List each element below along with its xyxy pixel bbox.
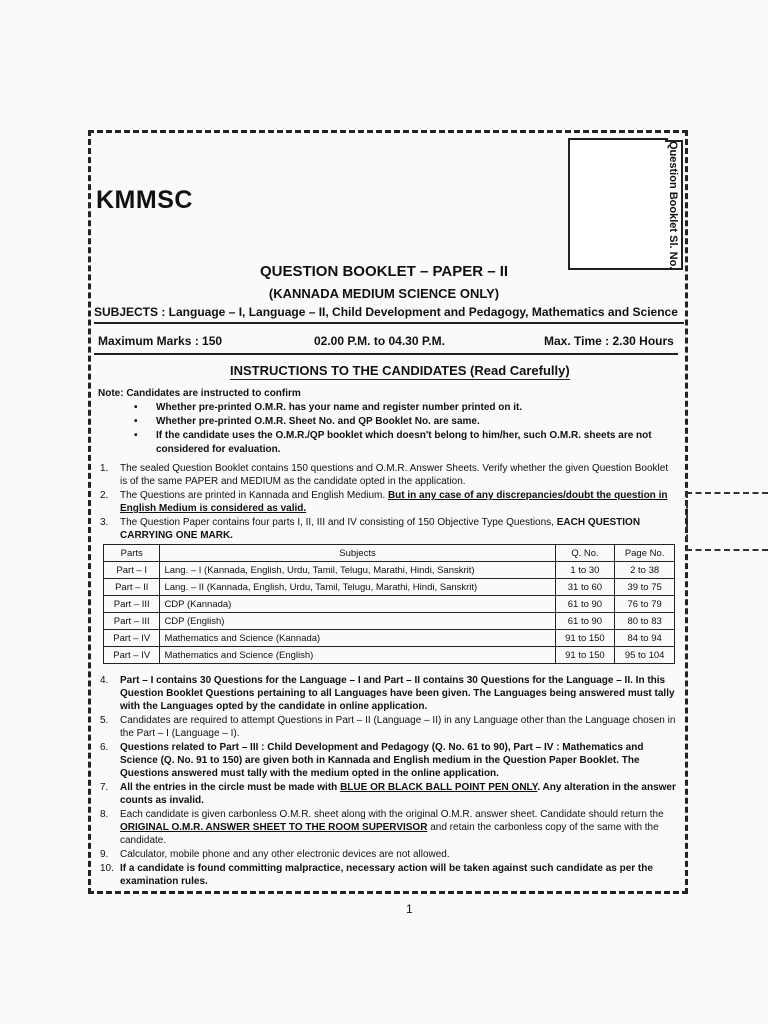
table-cell: Part – III	[104, 596, 160, 613]
item-text: The Question Paper contains four parts I, II, III and IV consisting of 150 Objective Type Questions,	[120, 517, 557, 528]
page-number: 1	[406, 902, 413, 916]
item-bold-text: . Any alteration in the answer counts as invalid.	[120, 782, 676, 806]
item-bold-text: EACH QUESTION CARRYING ONE MARK.	[120, 517, 641, 541]
subjects-line: SUBJECTS : Language – I, Language – II, Child Development and Pedagogy, Mathematics and Science	[94, 305, 684, 324]
side-dashed-mark	[686, 492, 768, 551]
table-cell: 61 to 90	[555, 596, 615, 613]
item-text: The Questions are printed in Kannada and English Medium.	[120, 490, 388, 501]
table-cell: Mathematics and Science (English)	[160, 647, 555, 664]
item-number: 4.	[100, 675, 109, 686]
table-cell: Part – I	[104, 562, 160, 579]
item-text: and retain the carbonless copy of the same with the candidate.	[120, 822, 659, 846]
instruction-item	[100, 848, 678, 861]
table-cell: 80 to 83	[615, 613, 675, 630]
max-time: Max. Time : 2.30 Hours	[544, 334, 674, 348]
item-number: 2.	[100, 490, 109, 501]
item-bold-text: Part – I contains 30 Questions for the Language – I and Part – II contains 30 Questions for the Language – II. In this Question Booklet Questions pertaining to all Languages have been given. The Languages being answered must tally with the Languages opted by the candidate in online application.	[120, 675, 675, 712]
instruction-item	[100, 741, 678, 780]
item-number: 8.	[100, 809, 109, 820]
item-underlined-text: ORIGINAL O.M.R. ANSWER SHEET TO THE ROOM SUPERVISOR	[120, 822, 428, 833]
instruction-item	[100, 489, 678, 515]
item-underlined-text: BLUE OR BLACK BALL POINT PEN ONLY	[340, 782, 538, 793]
table-cell: Part – III	[104, 613, 160, 630]
table-cell: 31 to 60	[555, 579, 615, 596]
item-number: 3.	[100, 517, 109, 528]
note-line: Note: Candidates are instructed to confirm	[98, 388, 301, 399]
item-number: 7.	[100, 782, 109, 793]
table-cell: CDP (English)	[160, 613, 555, 630]
page-subtitle: (KANNADA MEDIUM SCIENCE ONLY)	[268, 286, 500, 301]
table-row	[104, 647, 675, 664]
item-bold-text: Questions related to Part – III : Child Development and Pedagogy (Q. No. 61 to 90), Part – IV : Mathematics and Science (Q. No. 91 to 150) are given both in Kannada and English medium in the Question Paper Booklet. The Questions answered must tally with the medium opted in the online application.	[120, 742, 644, 779]
table-cell: 1 to 30	[555, 562, 615, 579]
item-number: 9.	[100, 849, 109, 860]
instruction-item	[100, 862, 678, 888]
logo-text: KMMSC	[96, 186, 193, 214]
table-header-cell: Parts	[104, 545, 160, 562]
item-number: 1.	[100, 463, 109, 474]
table-cell: Part – IV	[104, 630, 160, 647]
confirm-bullet-list	[134, 401, 679, 457]
bullet-item: • If the candidate uses the O.M.R./QP booklet which doesn't belong to him/her, such O.M.R. sheets are not considered for evaluation.	[134, 429, 679, 457]
parts-table	[103, 544, 675, 664]
table-body	[104, 562, 675, 664]
item-text: Each candidate is given carbonless O.M.R. sheet along with the original O.M.R. answer sheet. Candidate should return the	[120, 809, 664, 820]
table-cell: Lang. – I (Kannada, English, Urdu, Tamil, Telugu, Marathi, Hindi, Sanskrit)	[160, 562, 555, 579]
item-underlined-text: But in any case of any discrepancies/doubt the question in English Medium is considered as valid.	[120, 490, 668, 514]
instruction-item	[100, 714, 678, 740]
booklet-serial-box	[568, 138, 668, 270]
item-number: 5.	[100, 715, 109, 726]
instruction-item	[100, 516, 678, 542]
instruction-list-top	[100, 462, 678, 543]
table-cell: 76 to 79	[615, 596, 675, 613]
bullet-item: • Whether pre-printed O.M.R. has your name and register number printed on it.	[134, 401, 679, 415]
item-bold-text: If a candidate is found committing malpractice, necessary action will be taken against such candidate as per the examination rules.	[120, 863, 653, 887]
table-header-cell: Q. No.	[555, 545, 615, 562]
table-header-cell: Page No.	[615, 545, 675, 562]
table-cell: 61 to 90	[555, 613, 615, 630]
instruction-item	[100, 781, 678, 807]
booklet-serial-label: Question Booklet Sl. No.	[665, 140, 683, 270]
item-bold-text: All the entries in the circle must be made with	[120, 782, 341, 793]
table-cell: 39 to 75	[615, 579, 675, 596]
table-cell: 95 to 104	[615, 647, 675, 664]
instruction-item	[100, 808, 678, 847]
table-cell: 2 to 38	[615, 562, 675, 579]
table-cell: Lang. – II (Kannada, English, Urdu, Tamil, Telugu, Marathi, Hindi, Sanskrit)	[160, 579, 555, 596]
table-cell: 91 to 150	[555, 647, 615, 664]
table-row	[104, 596, 675, 613]
page-title: QUESTION BOOKLET – PAPER – II	[259, 263, 509, 280]
table-cell: 91 to 150	[555, 630, 615, 647]
item-text: The sealed Question Booklet contains 150 questions and O.M.R. Answer Sheets. Verify whether the given Question Booklet is of the same PAPER and MEDIUM as the candidate opted in the application.	[120, 463, 669, 487]
item-text: Calculator, mobile phone and any other electronic devices are not allowed.	[120, 849, 450, 860]
marks-time-row	[94, 334, 678, 355]
table-row	[104, 562, 675, 579]
item-number: 6.	[100, 742, 109, 753]
table-cell: Part – IV	[104, 647, 160, 664]
max-marks: Maximum Marks : 150	[98, 334, 223, 348]
exam-time-range: 02.00 P.M. to 04.30 P.M.	[314, 334, 445, 348]
instruction-item	[100, 462, 678, 488]
table-cell: Part – II	[104, 579, 160, 596]
bullet-item: • Whether pre-printed O.M.R. Sheet No. and QP Booklet No. are same.	[134, 415, 679, 429]
table-cell: Mathematics and Science (Kannada)	[160, 630, 555, 647]
table-header-row	[104, 545, 675, 562]
instructions-heading: INSTRUCTIONS TO THE CANDIDATES (Read Carefully)	[230, 363, 570, 378]
table-row	[104, 613, 675, 630]
table-row	[104, 579, 675, 596]
table-header-cell: Subjects	[160, 545, 555, 562]
table-cell: CDP (Kannada)	[160, 596, 555, 613]
item-text: Candidates are required to attempt Questions in Part – II (Language – II) in any Language other than the Language chosen in the Part – I (Language – I).	[120, 715, 676, 739]
instruction-item	[100, 674, 678, 713]
item-number: 10.	[100, 863, 114, 874]
table-cell: 84 to 94	[615, 630, 675, 647]
instruction-list-bottom	[100, 674, 678, 889]
table-row	[104, 630, 675, 647]
